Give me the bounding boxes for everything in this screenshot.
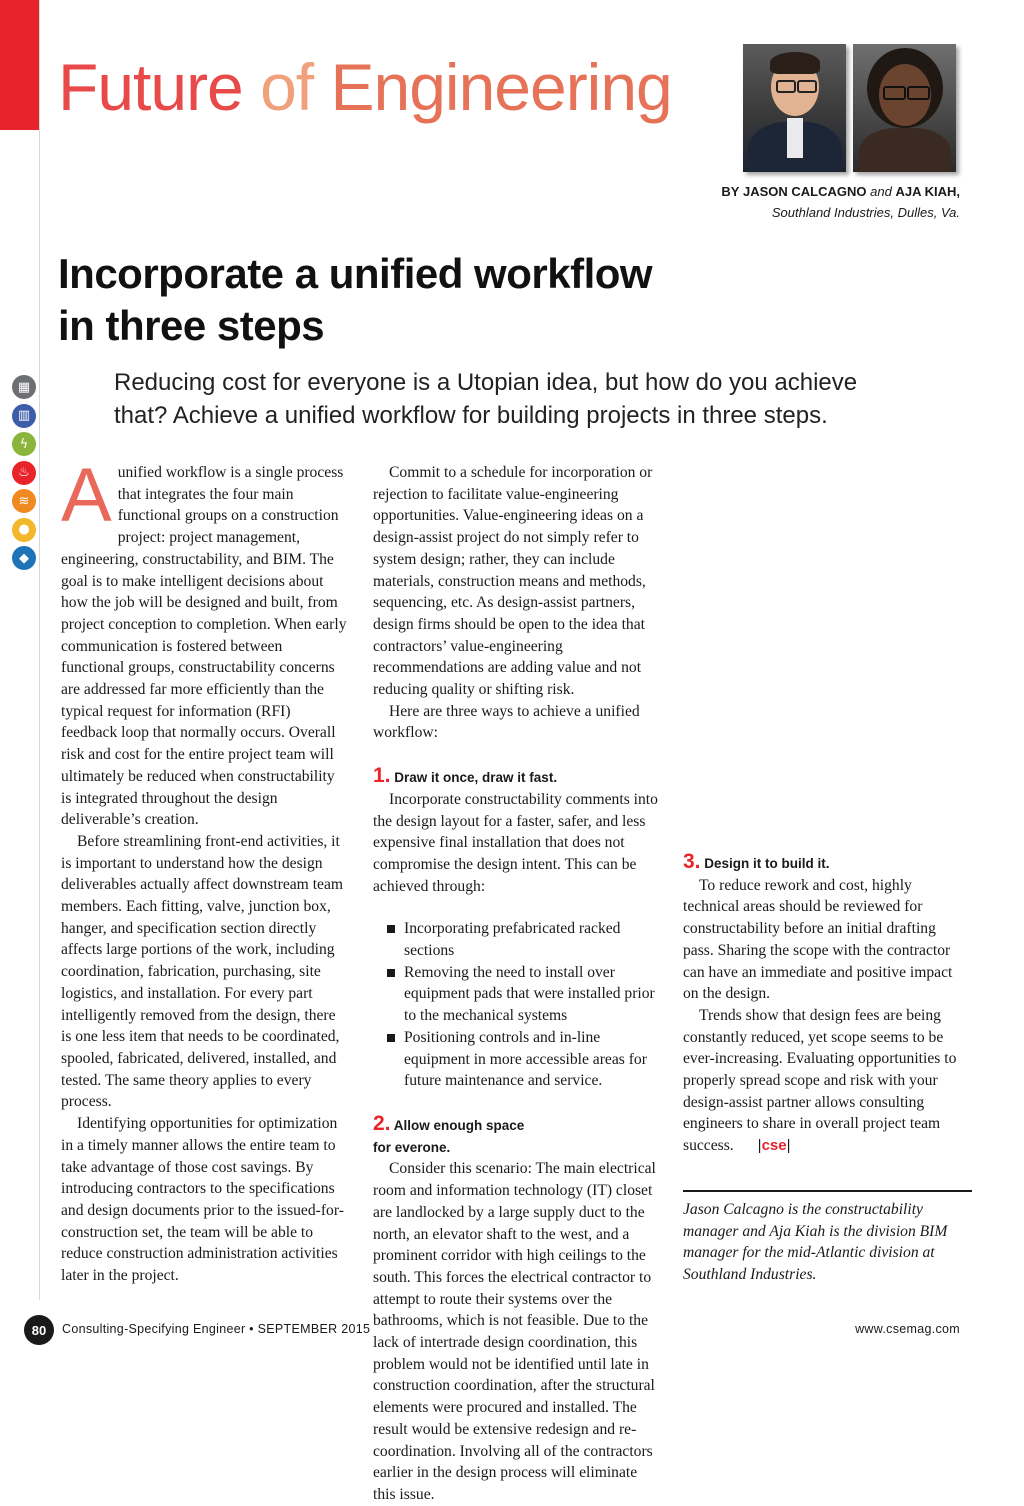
byline-prefix: BY	[721, 184, 740, 199]
step-heading-1	[373, 765, 660, 789]
step-title: for everone.	[373, 1139, 451, 1155]
bullet-square	[387, 1034, 395, 1042]
paragraph-text: Trends show that design fees are being constantly reduced, yet scope seems to be ever-increasing. Evaluating opportunities to properly spread scope and risk with your design-assist partner allows consulting engineers to share in overall project team success.	[683, 1006, 957, 1155]
list-item	[373, 962, 660, 1027]
list-item	[373, 918, 660, 961]
body-paragraph	[683, 1005, 970, 1157]
deck-subtitle	[114, 366, 954, 432]
headline-line: Incorporate a unified workflow	[58, 250, 653, 297]
list-item	[373, 1027, 660, 1092]
article-column-3	[683, 462, 970, 1157]
step-title: Design it to build it.	[704, 856, 830, 871]
body-paragraph: To reduce rework and cost, highly technical areas should be reviewed for constructability before an initial drafting pass. Sharing the scope with the contractor can have an immediate and positive impact on the design.	[683, 876, 953, 1003]
paragraph-text: unified workflow is a single process that integrates the four main functional groups on a construction project: project management, engineering, constructability, and BIM. The goal is to make intelligent decisions about how the job will be designed and built, from project conception to completion. When early communication is fostered between functional groups, constructability concerns are addressed far more efficiently than the typical request for information (RFI) feedback loop that normally occurs. Overall risk and cost for the entire project team will ultimately be reduced when constructability is integrated throughout the design deliverable’s creation.	[61, 464, 347, 829]
step-heading-2	[373, 1113, 660, 1158]
lightbulb-icon: ●	[12, 518, 36, 542]
bullet-list	[373, 918, 660, 1092]
article-column-2	[373, 462, 660, 1506]
body-paragraph: Consider this scenario: The main electrical room and information technology (IT) closet are landlocked by a large supply duct to the north, an elevator shaft to the west, and a prominent corridor with high ceilings to the south. This forces the electrical contractor to attempt to route their systems over the bathrooms, which is not feasible. Due to the lack of intertrade design coordination, this problem would not be identified until late in construction coordination, after the structural elements were procured and installed. The result would be extensive redesign and re-coordination. Involving all of the contractors earlier in the design process will eliminate this issue.	[373, 1160, 656, 1503]
author-photo-jason	[743, 44, 846, 172]
article-column-1	[61, 453, 348, 1287]
body-paragraph: Commit to a schedule for incorporation or rejection to facilitate value-engineering opportunities. Value-engineering ideas on a design-assist project do not simply refer to system design; rather, they can include materials, construction means and methods, sequencing, etc. As design-assist partners, design firms should be open to the idea that contractors’ value-engineering recommendations are adding value and not reducing quality or shifting risk.	[373, 464, 653, 699]
list-item-text: Incorporating prefabricated racked sections	[404, 920, 621, 960]
building-icon: ▥	[12, 404, 36, 428]
body-paragraph: Identifying opportunities for optimization in a timely manner allows the entire team to take advantage of those cost savings. By introducing contractors to the specifications and design documents prior to the issued-for-construction set, the team will be able to reduce construction administration activities later in the project.	[61, 1115, 344, 1285]
byline-affiliation: Southland Industries, Dulles, Va.	[771, 205, 960, 220]
step-title: Draw it once, draw it fast.	[394, 770, 558, 786]
margin-rule	[39, 0, 40, 1300]
section-title-word: of	[260, 50, 314, 124]
body-paragraph: Before streamlining front-end activities, it is important to understand how the design deliverables actually affect downstream team members. Each fitting, valve, junction box, hanger, and specification section directly affects large portions of the work, including coordination, fabrication, purchasing, site logistics, and installation. For every part intelligently removed from the design, there is one less item that needs to be coordinated, spooled, fabricated, delivered, installed, and tested. The same theory applies to every process.	[61, 832, 344, 1111]
accent-bar	[0, 0, 39, 130]
footer-publication: Consulting-Specifying Engineer • SEPTEMBER 2015	[62, 1322, 371, 1336]
deck-line: Reducing cost for everyone is a Utopian idea, but how do you achieve	[114, 369, 858, 396]
lightning-icon: ϟ	[12, 432, 36, 456]
list-item-text: Positioning controls and in-line equipment in more accessible areas for future maintenance and service.	[404, 1028, 647, 1090]
fire-icon: ♨	[12, 461, 36, 485]
byline-authors	[721, 181, 960, 202]
page-number: 80	[24, 1315, 54, 1345]
water-drop-icon: ◆	[12, 546, 36, 570]
body-paragraph	[61, 453, 348, 831]
body-paragraph: Here are three ways to achieve a unified workflow:	[373, 702, 640, 742]
list-item-text: Removing the need to install over equipment pads that were installed prior to the mechanical systems	[404, 963, 655, 1025]
author-photo-aja	[853, 44, 956, 172]
author-name: JASON CALCAGNO	[743, 184, 867, 199]
heat-icon: ≋	[12, 489, 36, 513]
step-number: 2.	[373, 1111, 391, 1135]
section-title-word: Engineering	[330, 50, 672, 124]
cse-end-mark: |cse|	[757, 1137, 791, 1155]
bullet-square	[387, 925, 395, 933]
author-bio: Jason Calcagno is the constructability manager and Aja Kiah is the division BIM manager for the mid-Atlantic division at Southland Industries.	[683, 1201, 948, 1284]
step-number: 3.	[683, 850, 701, 873]
byline-and: and	[870, 184, 892, 199]
section-title	[58, 50, 672, 124]
step-heading-3	[683, 851, 970, 875]
cse-logo-text: cse	[761, 1137, 787, 1155]
byline	[721, 181, 960, 223]
calculator-icon: ▦	[12, 375, 36, 399]
footer-url[interactable]: www.csemag.com	[855, 1322, 960, 1336]
bio-divider	[683, 1190, 972, 1192]
headline-line: in three steps	[58, 302, 325, 349]
bullet-square	[387, 969, 395, 977]
step-number: 1.	[373, 764, 391, 788]
author-name: AJA KIAH,	[895, 184, 960, 199]
body-paragraph: Incorporate constructability comments into the design layout for a faster, safer, and less expensive final installation that does not compromise the design intent. This can be achieved through:	[373, 790, 658, 895]
section-title-word: Future	[58, 50, 243, 124]
headline	[58, 248, 918, 352]
topic-icon-strip	[12, 375, 38, 575]
drop-cap: A	[61, 453, 112, 538]
step-title: Allow enough space	[393, 1117, 525, 1133]
deck-line: that? Achieve a unified workflow for building projects in three steps.	[114, 402, 828, 429]
